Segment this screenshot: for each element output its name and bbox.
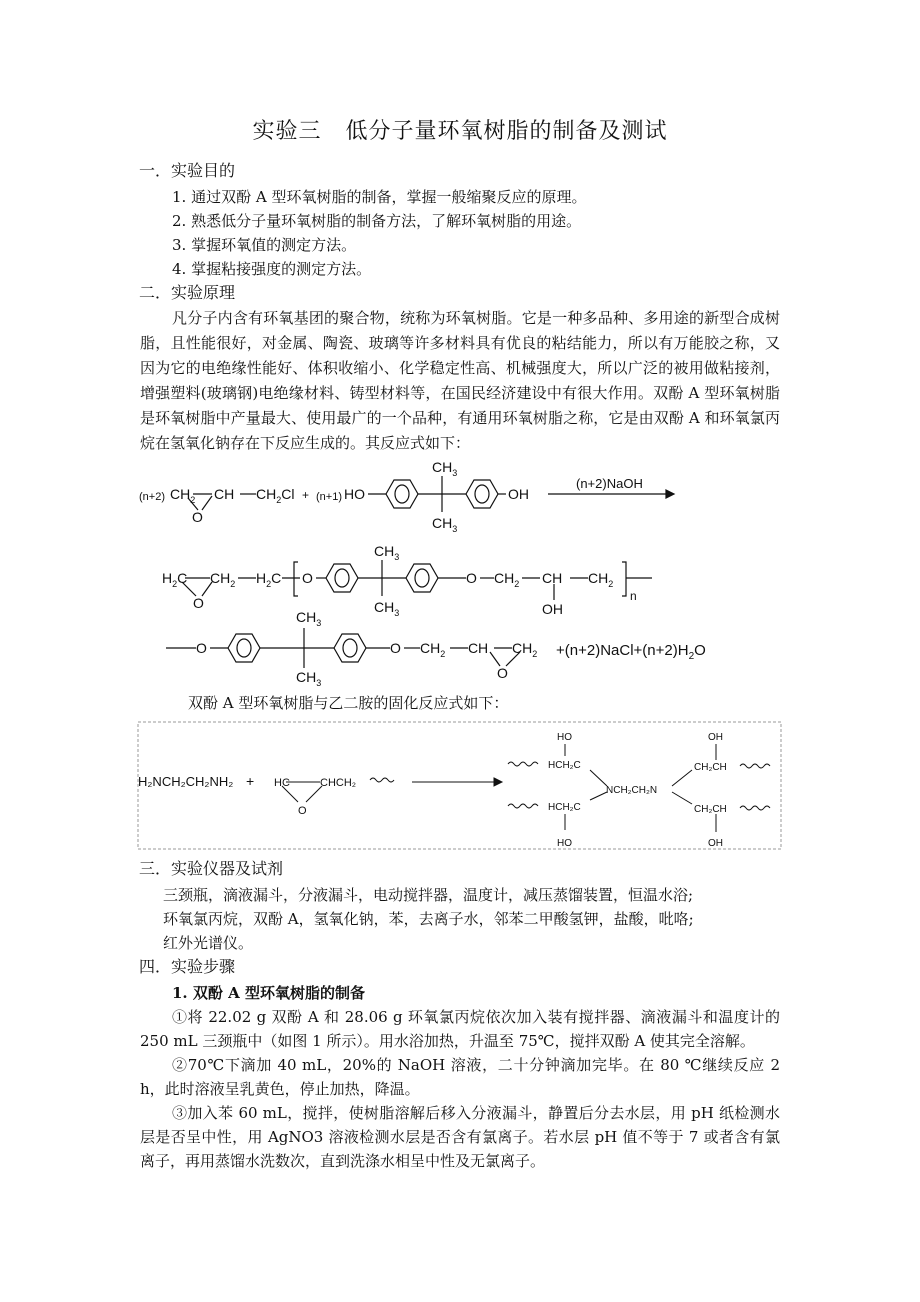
repeat-n: n — [630, 589, 637, 603]
ho-label: HO — [344, 486, 365, 502]
objective-item: 4. 掌握粘接强度的测定方法。 — [172, 260, 372, 278]
objective-item: 3. 掌握环氧值的测定方法。 — [172, 236, 357, 254]
ch2-label: $CH_2$ — [170, 486, 196, 505]
methyl-top: $CH_3$ — [374, 543, 400, 562]
h2c-label: $H_2C$ — [256, 570, 282, 589]
ch2cl-label: $CH_2Cl$ — [256, 486, 295, 505]
objective-item: 2. 熟悉低分子量环氧树脂的制备方法，了解环氧树脂的用途。 — [172, 212, 582, 230]
hydroxyl-label: HO — [557, 732, 572, 743]
hydroxyl-label: HO — [557, 838, 572, 849]
hch2c-label: HCH₂C — [548, 760, 581, 771]
hydroxyl-label: OH — [708, 838, 723, 849]
epoxide-o-label: O — [497, 665, 508, 681]
section-heading-procedure: 四．实验步骤 — [139, 957, 236, 976]
title-text: 低分子量环氧树脂的制备及测试 — [345, 119, 668, 144]
methyl-top: $CH_3$ — [432, 459, 458, 478]
hydroxyl-label: OH — [708, 732, 723, 743]
h-label: H — [478, 640, 489, 656]
instrument-line: 红外光谱仪。 — [163, 934, 254, 952]
ether-o-label: O — [466, 570, 477, 586]
procedure-step-2: ②70℃下滴加 40 mL，20%的 NaOH 溶液，二十分钟滴加完毕。在 80 ℃继续反应 2 h，此时溶液呈乳黄色，停止加热，降温。 — [140, 1056, 780, 1098]
ethylene-diamine-core: NCH₂CH₂N — [606, 785, 658, 796]
methyl-top: $CH_3$ — [296, 609, 322, 628]
ether-o-label: O — [390, 640, 401, 656]
epoxy-rest-label: CHCH₂ — [320, 777, 357, 789]
ethylenediamine-label: H₂NCH₂CH₂NH₂ — [138, 774, 234, 789]
section-heading-objectives: 一．实验目的 — [139, 161, 236, 180]
section-heading-principle: 二．实验原理 — [139, 283, 236, 302]
ch2ch-label: CH₂CH — [694, 804, 727, 815]
oh-label: OH — [542, 601, 563, 617]
ether-o-label: O — [302, 570, 313, 586]
reagents-line: 环氧氯丙烷，双酚 A，氢氧化钠，苯，去离子水，邻苯二甲酸氢钾，盐酸，吡咯; — [163, 910, 694, 928]
oh-label: OH — [508, 486, 529, 502]
plus-sign: + — [246, 773, 255, 789]
title-experiment-number: 实验三 — [252, 119, 322, 144]
ether-o-label: O — [196, 640, 207, 656]
epoxide-o-label: O — [193, 595, 204, 611]
procedure-step-3: ③加入苯 60 mL，搅拌，使树脂溶解后移入分液漏斗，静置后分去水层，用 pH 纸检测水层是否呈中性，用 AgNO3 溶液检测水层是否含有氯离子。若水层 pH 值不等于 7 或者含有氯离子，再用蒸馏水洗数次，直到洗涤水相呈中性及无氯离子。 — [140, 1104, 780, 1170]
naoh-condition: (n+2)NaOH — [576, 476, 643, 491]
h2c-label: $H_2C$ — [162, 570, 188, 589]
epoxide-o-label: O — [192, 509, 203, 525]
procedure-step-1: ①将 22.02 g 双酚 A 和 28.06 g 环氧氯丙烷依次加入装有搅拌器、滴液漏斗和温度计的 250 mL 三颈瓶中（如图 1 所示）。用水浴加热，升温至 75℃，搅拌双酚 A 使其完全溶解。 — [140, 1008, 780, 1050]
ch2-label: $CH_2$ — [494, 570, 520, 589]
ch2-label: $CH_2$ — [420, 640, 446, 659]
methyl-bottom: $CH_3$ — [432, 515, 458, 534]
principle-paragraph: 凡分子内含有环氧基团的聚合物，统称为环氧树脂。它是一种多品种、多用途的新型合成树脂，且性能很好，对金属、陶瓷、玻璃等许多材料具有优良的粘结能力，所以有万能胶之称，又因为它的电绝缘性能好、体积收缩小、化学稳定性高、机械强度大，所以广泛的被用做粘接剂，增强塑料(玻璃钢)电绝缘材料、铸型材料等，在国民经济建设中有很大作用。双酚 A 型环氧树脂是环氧树脂中产量最大、使用最广的一个品种，有通用环氧树脂之称，它是由双酚 A 和环氧氯丙烷在氢氧化钠存在下反应生成的。其反应式如下： — [140, 309, 780, 452]
ch2-label: $CH_2$ — [588, 570, 614, 589]
hch2c-label: HCH₂C — [548, 802, 581, 813]
c-label: C — [468, 640, 479, 656]
cure-reaction-figure — [0, 720, 920, 852]
objective-item: 1. 通过双酚 A 型环氧树脂的制备，掌握一般缩聚反应的原理。 — [172, 188, 587, 206]
ch2-label: $CH_2$ — [210, 570, 236, 589]
ch-label: CH — [542, 570, 563, 586]
epoxy-o-label: O — [298, 805, 307, 817]
byproducts-label: $+(n+2)NaCl+(n+2)H_2O$ — [556, 642, 706, 662]
ch2ch-label: CH₂CH — [694, 762, 727, 773]
methyl-bottom: $CH_3$ — [374, 599, 400, 618]
epoxy-hc-label: HC — [274, 777, 290, 789]
cure-reaction-caption: 双酚 A 型环氧树脂与乙二胺的固化反应式如下： — [188, 694, 509, 712]
methyl-bottom: $CH_3$ — [296, 669, 322, 688]
coef-n-plus-2: (n+2) — [139, 491, 165, 503]
section-heading-apparatus: 三．实验仪器及试剂 — [139, 859, 284, 878]
coef-n-plus-1: (n+1) — [316, 491, 342, 503]
plus-sign: + — [302, 488, 310, 502]
ch-label: CH — [214, 486, 235, 502]
apparatus-line: 三颈瓶，滴液漏斗，分液漏斗，电动搅拌器，温度计，减压蒸馏装置，恒温水浴; — [163, 886, 694, 904]
ch2-label: $CH_2$ — [512, 640, 538, 659]
procedure-subheading: 1. 双酚 A 型环氧树脂的制备 — [172, 984, 365, 1002]
